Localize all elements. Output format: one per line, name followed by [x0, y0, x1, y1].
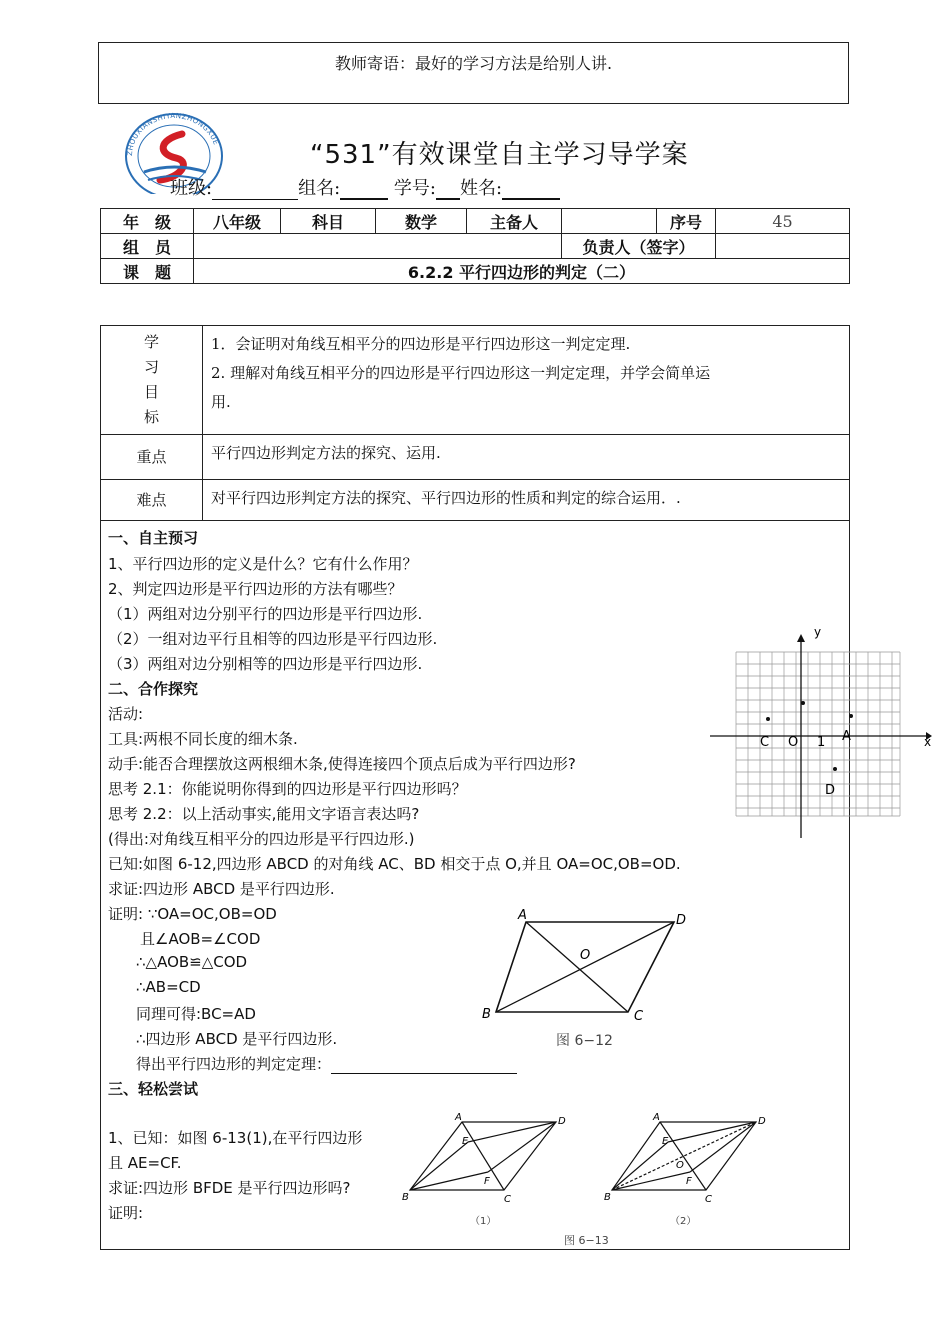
point-top [801, 701, 805, 705]
theorem-blank[interactable] [331, 1055, 517, 1074]
objectives-table [100, 325, 850, 521]
fig613-2-a: A [653, 1112, 660, 1123]
difficulty-text: 对平行四边形判定方法的探究、平行四边形的性质和判定的综合运用．. [203, 480, 850, 521]
section-2-title: 二、合作探究 [108, 680, 199, 698]
fig613-2-c: C [705, 1194, 712, 1205]
topic-value: 6.2.2 平行四边形的判定（二） [194, 259, 850, 284]
fig613-1-c: C [504, 1194, 511, 1205]
exercise-1-proof: 证明: [108, 1204, 144, 1222]
fig612-caption: 图 6−12 [556, 1033, 613, 1049]
proof-step-6: ∴四边形 ABCD 是平行四边形. [136, 1030, 338, 1048]
fig612-c: C [634, 1009, 644, 1024]
figure-6-12 [478, 902, 708, 1052]
subject-label: 科目 [281, 209, 376, 234]
one-label: 1 [817, 735, 826, 750]
fig613-sub-2: （2） [670, 1216, 697, 1227]
fig613-2-e: E [662, 1136, 669, 1147]
course-info-table [100, 208, 850, 284]
preparer-value[interactable] [562, 209, 657, 234]
fig612-a: A [518, 908, 527, 923]
fig613-2-o: O [676, 1160, 684, 1171]
topic-label: 课 题 [101, 259, 194, 284]
goal-2b: 用. [211, 393, 231, 411]
activity-label: 活动: [108, 705, 144, 723]
theorem-fill-line [136, 1053, 517, 1074]
method-3: （3）两组对边分别相等的四边形是平行四边形. [108, 655, 423, 673]
given-text: 已知:如图 6-12,四边形 ABCD 的对角线 AC、BD 相交于点 O,并且 OA=OC,OB=OD. [108, 855, 681, 873]
point-d [833, 767, 837, 771]
fig613-1-f: F [484, 1176, 490, 1187]
preparer-label: 主备人 [467, 209, 562, 234]
question-2: 2、判定四边形是平行四边形的方法有哪些？ [108, 580, 403, 598]
coordinate-grid-figure [706, 618, 938, 842]
proof-step-4: ∴AB=CD [136, 978, 201, 996]
proof-step-3: ∴△AOB≌△COD [136, 953, 248, 971]
goal-2a: 2. 理解对角线互相平分的四边形是平行四边形这一判定定理，并学会简单运 [211, 364, 711, 382]
group-label: 组名: [298, 178, 341, 199]
y-label: y [814, 625, 822, 639]
exercise-1-line-1: 1、已知：如图 6-13(1),在平行四边形 [108, 1129, 363, 1147]
d-label: D [825, 783, 836, 798]
section-3-title: 三、轻松尝试 [108, 1080, 199, 1098]
point-a [849, 714, 853, 718]
derived-theorem: (得出:对角线互相平分的四边形是平行四边形.) [108, 830, 415, 848]
logo-ring-text: ZHOUXIANSHIYANZHONGXUE [125, 111, 221, 157]
point-c [766, 717, 770, 721]
proof-step-2: 且∠AOB=∠COD [140, 930, 261, 948]
members-value[interactable] [194, 234, 562, 259]
tools-text: 工具:两根不同长度的细木条. [108, 730, 298, 748]
goal-text [203, 326, 850, 435]
name-blank[interactable] [502, 180, 560, 200]
proof-step-5: 同理可得:BC=AD [136, 1005, 256, 1023]
fig613-2-d: D [758, 1116, 766, 1127]
serial-value: 45 [716, 209, 850, 234]
fig613-caption: 图 6−13 [564, 1234, 609, 1247]
method-2: （2）一组对边平行且相等的四边形是平行四边形. [108, 630, 438, 648]
theorem-prompt: 得出平行四边形的判定定理： [136, 1055, 332, 1073]
page-title: “531”有效课堂自主学习导学案 [310, 140, 689, 170]
fig613-2-b: B [604, 1192, 611, 1203]
fig613-sub-1: （1） [470, 1216, 497, 1227]
fig612-b: B [482, 1007, 491, 1022]
fig613-part-1 [410, 1122, 556, 1190]
difficulty-label: 难点 [101, 480, 203, 521]
leader-value[interactable] [716, 234, 850, 259]
class-blank[interactable] [212, 181, 298, 200]
serial-label: 序号 [657, 209, 716, 234]
subject-value: 数学 [376, 209, 467, 234]
goal-label: 学 习 目 标 [101, 326, 203, 435]
c-label: C [760, 735, 770, 750]
grade-value: 八年级 [194, 209, 281, 234]
method-1: （1）两组对边分别平行的四边形是平行四边形. [108, 605, 423, 623]
goal-1: 1．会证明对角线互相平分的四边形是平行四边形这一判定定理. [211, 335, 631, 353]
prove-text: 求证:四边形 ABCD 是平行四边形. [108, 880, 335, 898]
exercise-1-line-3: 求证:四边形 BFDE 是平行四边形吗? [108, 1179, 351, 1197]
student-no-label: 学号: [393, 178, 436, 199]
group-blank[interactable] [340, 180, 388, 200]
grade-label: 年 级 [101, 209, 194, 234]
student-no-blank[interactable] [436, 180, 460, 200]
section-1-title: 一、自主预习 [108, 529, 199, 547]
proof-step-1: 证明: ∵OA=OC,OB=OD [108, 905, 277, 923]
x-label: x [924, 735, 932, 749]
exercise-1-line-2: 且 AE=CF. [108, 1154, 182, 1172]
fig613-2-f: F [686, 1176, 692, 1187]
o-label: O [788, 735, 799, 750]
fig613-part-2 [612, 1122, 756, 1190]
a-label: A [842, 729, 851, 744]
members-label: 组 员 [101, 234, 194, 259]
fig613-1-a: A [455, 1112, 462, 1123]
key-text: 平行四边形判定方法的探究、运用. [203, 435, 850, 480]
key-label: 重点 [101, 435, 203, 480]
teacher-motto: 教师寄语：最好的学习方法是给别人讲. [98, 42, 849, 104]
name-label: 姓名: [459, 178, 503, 199]
think-2-1: 思考 2.1：你能说明你得到的四边形是平行四边形吗？ [108, 780, 467, 798]
figure-6-13 [400, 1108, 780, 1250]
think-2-2: 思考 2.2：以上活动事实,能用文字语言表达吗? [108, 805, 420, 823]
class-label: 班级: [170, 178, 213, 199]
hands-on-text: 动手:能否合理摆放这两根细木条,使得连接四个顶点后成为平行四边形? [108, 755, 576, 773]
fig612-d: D [676, 913, 687, 928]
fig613-1-d: D [558, 1116, 566, 1127]
fig612-o: O [580, 948, 591, 963]
leader-label: 负责人（签字） [562, 234, 716, 259]
fig613-1-e: E [462, 1136, 469, 1147]
question-1: 1、平行四边形的定义是什么？它有什么作用？ [108, 555, 418, 573]
fig613-1-b: B [402, 1192, 409, 1203]
student-info-line [170, 174, 560, 200]
